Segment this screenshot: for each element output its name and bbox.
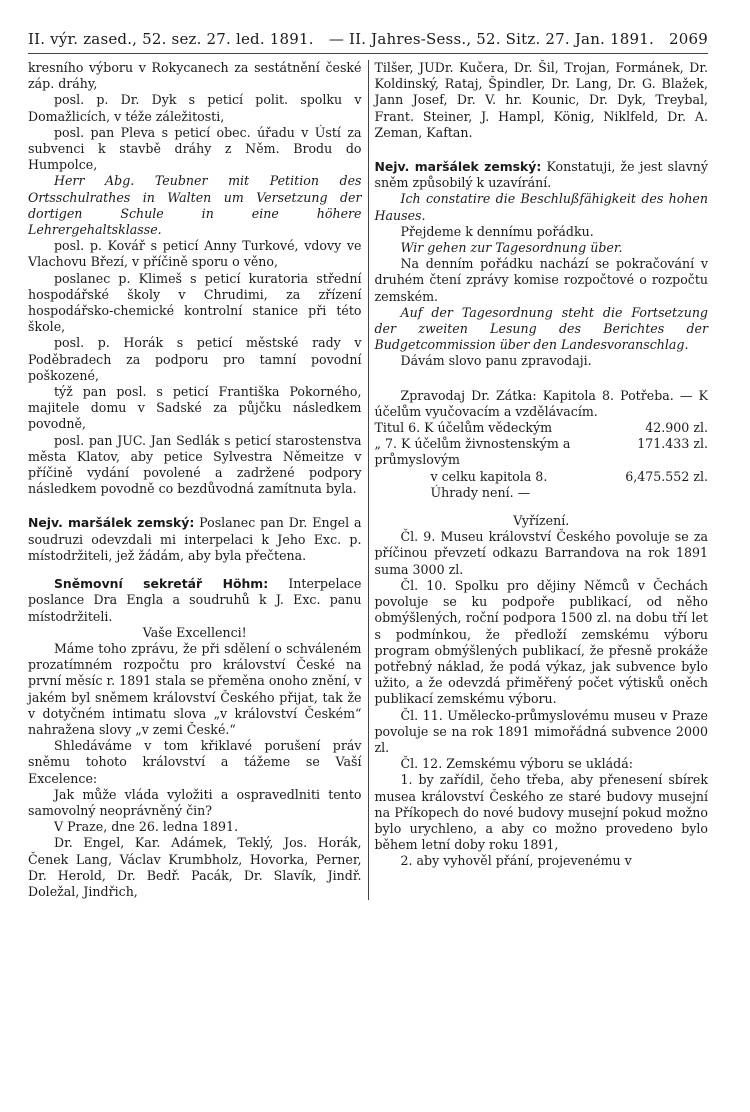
article-10: Čl. 10. Spolku pro dějiny Němců v Čechách povoluje se ku podpoře publikací, od něho obmýšlených, roční podpora 1500 zl. na dobu tří let s podmínkou, že předloží zemskému výboru program obmýšlených publikací, že přesně prokáže potřebný náklad, že podá výkaz, jak subvence bylo užito, a že odevzdá přiměřený počet výtisků oněch publikací zemskému výboru. [374,577,708,707]
czech-agenda: Přejdeme k dennímu pořádku. [400,223,594,239]
article-12-item-2: 2. aby vyhověl přání, projevenému v [400,853,632,869]
interpellation-p3: Jak může vláda vyložiti a ospravedlniti tento samovolný neoprávněný čin? [28,786,362,818]
interpellation-date: V Praze, dne 26. ledna 1891. [54,819,239,835]
czech-agenda-item: Na denním pořádku nachází se pokračování v druhém čtení zprávy komise rozpočtové o rozpočtu zemském. [374,256,708,304]
page-header [28,30,708,54]
budget-label: v celku kapitola 8. [430,468,548,484]
signatories: Dr. Engel, Kar. Adámek, Teklý, Jos. Horák, Čenek Lang, Václav Krumbholz, Hovorka, Perner, Dr. Herold, Dr. Bedř. Pacák, Dr. Slavík, Jindř. Doležal, Jindřich, [28,835,362,899]
petition-3: posl. pan Pleva s peticí obec. úřadu v Ústí za subvenci k stavbě dráhy z Něm. Brodu do Humpolce, [28,124,362,173]
budget-row [375,469,709,485]
czech-floor: Dávám slovo panu zpravodaji. [400,353,592,369]
german-quorum: Ich constatire die Beschlußfähigkeit des hohen Hauses. [374,191,708,223]
interpellation-p1: Máme toho zprávu, že při sdělení o schváleném prozatímném rozpočtu pro království České na první měsíc r. 1891 stala se přeměna onoho znění, v jakém byl sněmem království Českého přijat, tak že v dotyčném intimatu slova „v království Českém“ nahražena slovy „v zemi České.“ [28,640,362,737]
interpellation-p2: Shledáváme v tom křiklavé porušení práv sněmu tohoto království a tážeme se Vaší Excelence: [28,738,362,786]
header-center: — II. Jahres-Sess., 52. Sitz. 27. Jan. 1891. [328,30,654,48]
salutation: Vaše Excellenci! [142,624,247,640]
speech-text: Poslanec pan Dr. Engel a soudruzi odevzdali mi interpelaci k Jeho Exc. p. místodržiteli, jež žádám, aby byla přečtena. [28,515,362,563]
page-number: 2069 [669,30,708,48]
german-agenda: Wir gehen zur Tagesordnung über. [400,240,623,256]
reporter-speech [375,388,709,420]
budget-row [375,436,709,468]
speech-marshal-1 [28,515,362,564]
article-12: Čl. 12. Zemskému výboru se ukládá: [400,756,633,772]
budget-row [375,420,709,436]
petition-4-german: Herr Abg. Teubner mit Petition des Ortsschulrathes in Walten um Versetzung der dortigen Schule in eine höhere Lehrergehaltsklasse. [28,173,362,238]
article-11: Čl. 11. Umělecko-průmyslovému museu v Praze povoluje se na rok 1891 mimořádná subvence 2000 zl. [374,707,708,755]
left-column [28,60,369,900]
article-9: Čl. 9. Museu království Českého povoluje se za příčinou převzetí odkazu Barrandova na rok 1891 suma 3000 zl. [374,529,708,577]
speaker-name: Nejv. maršálek zemský: [374,159,542,175]
budget-amount: 6,475.552 zl. [625,468,708,484]
petition-9: posl. pan JUC. Jan Sedlák s peticí starostenstva města Klatov, aby petice Sylvestra Němeitze v příčině vydání povolené a zadržené podpory následkem povodně co bezdůvodná zamítnuta byla. [28,432,362,497]
petition-8: týž pan posl. s peticí Františka Pokorného, majitele domu v Sadské za půjčku následkem povodně, [28,384,362,432]
petition-7: posl. p. Horák s peticí městské rady v Poděbradech za podporu pro tamní povodní poškozené, [28,335,362,383]
budget-amount: 42.900 zl. [645,420,708,436]
two-column-body [28,60,708,900]
coverage-note: Úhrady není. — [430,484,531,500]
speaker-name: Sněmovní sekretář Höhm: [54,576,269,592]
speech-marshal-2 [375,159,709,191]
petition-5: posl. p. Kovář s peticí Anny Turkové, vdovy ve Vlachovu Březí, v příčině sporu o věno, [28,238,362,270]
vyrizeni-heading: Vyřízení. [513,513,570,529]
german-agenda-item: Auf der Tagesordnung steht die Fortsetzung der zweiten Lesung des Berichtes der Budgetcommission über den Landesvoranschlag. [374,304,708,353]
petition-1: kresního výboru v Rokycanech za sestátnění české záp. dráhy, [28,60,362,92]
budget-label: „ 7. K účelům živnostenským a průmyslovým [374,436,571,468]
reporter-text: Kapitola 8. Potřeba. — K účelům vyučovacím a vzdělávacím. [374,387,708,419]
header-left: II. výr. zased., 52. sez. 27. led. 1891. [28,30,314,48]
speaker-name: Nejv. maršálek zemský: [28,515,195,531]
petition-6: poslanec p. Klimeš s peticí kuratoria střední hospodářské školy v Chrudimi, za zřízení hospodářsko-chemické kontrolní stanice při této škole, [28,270,362,335]
document-page [28,30,708,900]
budget-table [375,420,709,485]
reporter-name: Zpravodaj Dr. Zátka: [400,387,537,403]
budget-label: Titul 6. K účelům vědeckým [374,420,553,436]
budget-amount: 171.433 zl. [637,436,708,452]
speech-secretary [28,576,362,625]
right-column [369,60,709,900]
speech-text: Konstatuji, že jest slavný sněm způsobilý k uzavírání. [374,159,708,191]
speech-text: Interpelace poslance Dra Engla a soudruhů k J. Exc. panu místodržiteli. [28,576,362,624]
petition-2: posl. p. Dr. Dyk s peticí polit. spolku v Domažlicích, v téže záležitosti, [28,92,362,124]
signatories-continued: Tilšer, JUDr. Kučera, Dr. Šil, Trojan, Formánek, Dr. Koldinský, Rataj, Špindler, Dr. Lang, Dr. G. Blažek, Jann Josef, Dr. V. hr. Kounic, Dr. Dyk, Treybal, Frant. Steiner, J. Hampl, König, Niklfeld, Dr. A. Zeman, Kaftan. [374,60,708,140]
article-12-item-1: 1. by zařídil, čeho třeba, aby přenesení sbírek musea království Českého ze staré budovy musejní na Příkopech do nové budovy musejní pokud možno bylo urychleno, a aby co možno provedeno bylo během letní doby roku 1891, [374,772,708,853]
